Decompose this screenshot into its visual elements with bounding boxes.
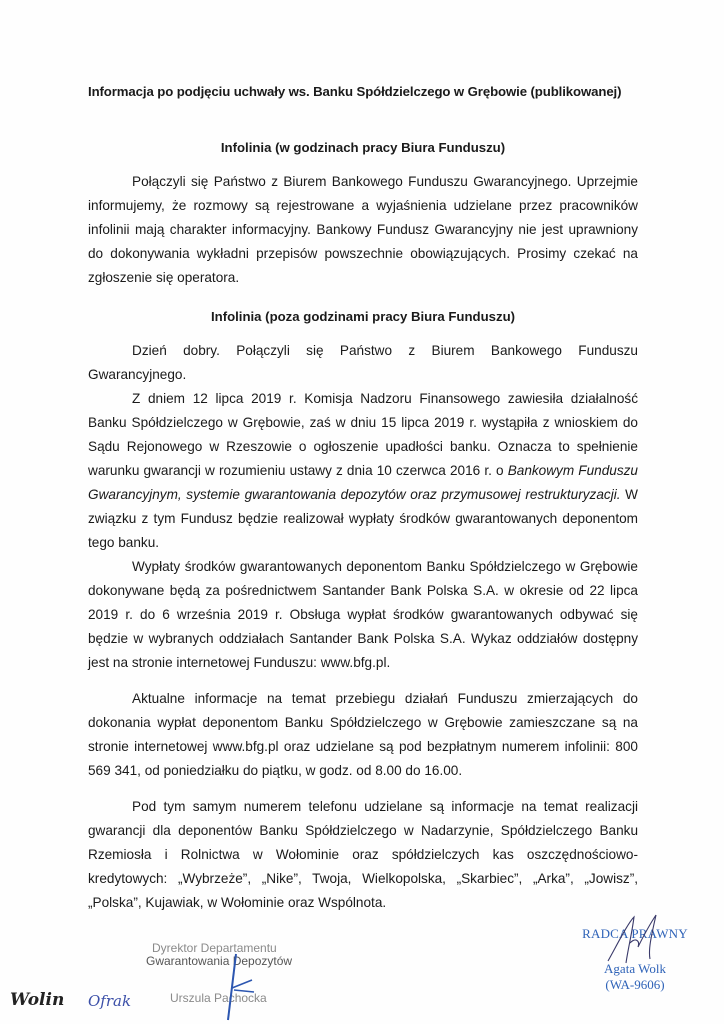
suspension-text-start: Z dniem 12 lipca 2019 r. Komisja Nadzoru Finansowego zawiesiła działalność Banku Spółdzielczego w Grębowie, zaś w dniu 15 lipca 2019 r. wystąpiła z wnioskiem do Sądu Rejonowego w Rzeszowie o ogłoszenie upadłości banku. Oznacza to spełnienie warunku gwarancji w rozumieniu ustawy z dnia 10 czerwca 2016 r. o bbox=[88, 391, 638, 478]
stamp-director-name: Urszula Pachocka bbox=[170, 991, 267, 1005]
paragraph-suspension bbox=[88, 387, 638, 555]
paragraph-current-info: Aktualne informacje na temat przebiegu działań Funduszu zmierzających do dokonania wypłat deponentom Banku Spółdzielczego w Grębowie zamieszczane są na stronie internetowej www.bfg.pl oraz udzielane są pod bezpłatnym numerem infolinii: 800 569 341, od poniedziałku do piątku, w godz. od 8.00 do 16.00. bbox=[88, 691, 638, 778]
document-title: Informacja po podjęciu uchwały ws. Banku Spółdzielczego w Grębowie (publikowanej) bbox=[88, 84, 622, 99]
paragraph-payouts: Wypłaty środków gwarantowanych deponentom Banku Spółdzielczego w Grębowie dokonywane będą za pośrednictwem Santander Bank Polska S.A. w okresie od 22 lipca 2019 r. do 6 września 2019 r. Obsługa wypłat środków gwarantowanych odbywać się będzie w wybranych oddziałach Santander Bank Polska S.A. Wykaz oddziałów dostępny jest na stronie internetowej Funduszu: www.bfg.pl. bbox=[88, 559, 638, 670]
suspension-block bbox=[88, 387, 638, 555]
greeting-block bbox=[88, 339, 638, 387]
director-signature-icon bbox=[218, 952, 258, 1022]
paragraph-working-hours: Połączyli się Państwo z Biurem Bankowego Funduszu Gwarancyjnego. Uprzejmie informujemy, że rozmowy są rejestrowane a wyjaśnienia udzielane przez pracowników infolinii mają charakter informacyjny. Bankowy Fundusz Gwarancyjny nie jest uprawniony do dokonywania wykładni przepisów powszechnie obowiązujących. Prosimy czekać na zgłoszenie się operatora. bbox=[88, 174, 638, 285]
initials-signature-2: Ofrak bbox=[88, 992, 132, 1010]
paragraph-greeting: Dzień dobry. Połączyli się Państwo z Biurem Bankowego Funduszu Gwarancyjnego. bbox=[88, 343, 638, 382]
section-heading-after-hours: Infolinia (poza godzinami pracy Biura Funduszu) bbox=[210, 309, 516, 324]
stamp-line-deposits: Gwarantowania Depozytów bbox=[146, 954, 293, 968]
stamp-title: RADCA PRAWNY bbox=[582, 926, 688, 941]
suspension-text-end: W związku z tym Fundusz będzie realizował wypłaty środków gwarantowanych deponentom tego banku. bbox=[88, 487, 638, 550]
initials-signature-1: Wolin bbox=[10, 990, 65, 1010]
section-working-hours-body bbox=[88, 170, 638, 290]
stamp-counsel-id: (WA-9606) bbox=[605, 977, 665, 992]
stamp-counsel-name: Agata Wolk bbox=[604, 961, 666, 976]
current-info-block bbox=[88, 687, 638, 783]
counsel-signature-icon bbox=[600, 913, 670, 969]
act-title-italic: Bankowym Funduszu Gwarancyjnym, systemie gwarantowania depozytów oraz przymusowej restrukturyzacji. bbox=[88, 463, 638, 502]
legal-counsel-stamp bbox=[560, 925, 710, 993]
section-heading-working-hours: Infolinia (w godzinach pracy Biura Funduszu) bbox=[220, 140, 506, 155]
stamp-line-department: Dyrektor Departamentu bbox=[152, 941, 277, 955]
payout-block bbox=[88, 555, 638, 675]
other-banks-block bbox=[88, 795, 638, 915]
paragraph-other-banks: Pod tym samym numerem telefonu udzielane są informacje na temat realizacji gwarancji dla deponentów Banku Spółdzielczego w Nadarzynie, Spółdzielczego Banku Rzemiosła i Rolnictwa w Wołominie oraz spółdzielczych kas oszczędnościowo-kredytowych: „Wybrzeże”, „Nike”, Twoja, Wielkopolska, „Skarbiec”, „Arka”, „Jowisz”, „Polska”, Kujawiak, w Wołominie oraz Wspólnota. bbox=[88, 799, 638, 910]
